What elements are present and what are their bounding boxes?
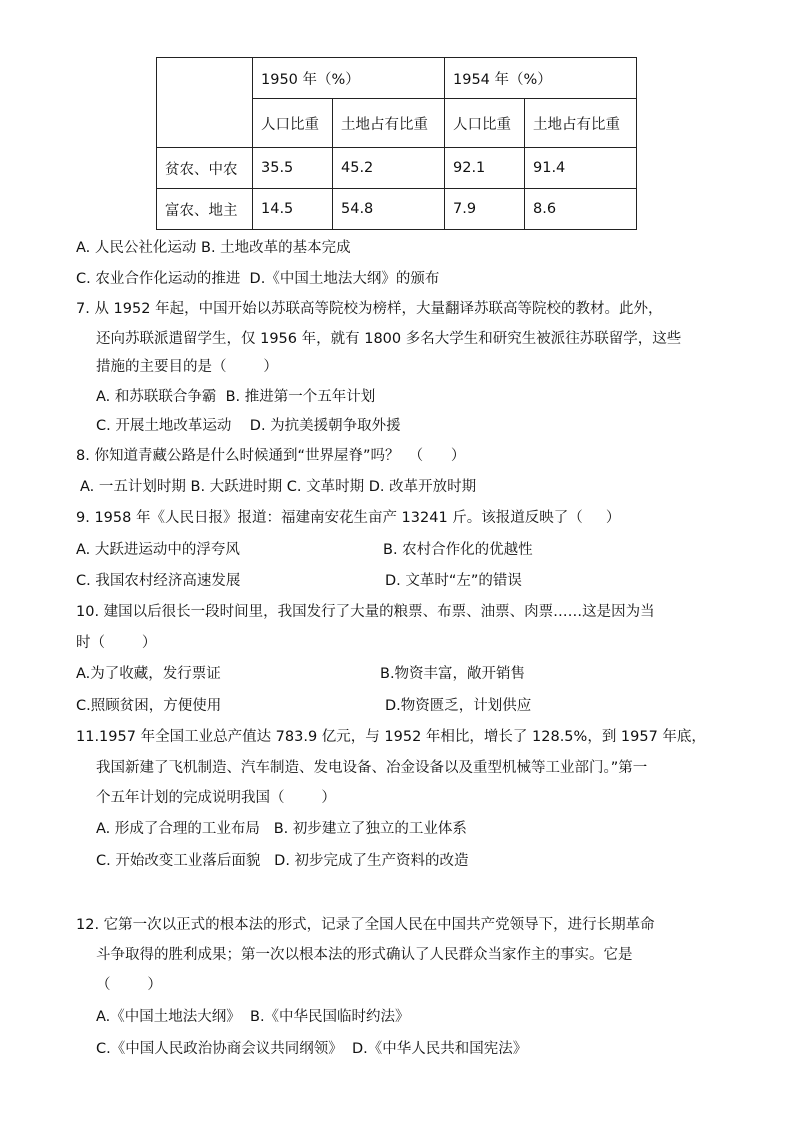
q6-options-line1: A. 人民公社化运动 B. 土地改革的基本完成 xyxy=(76,240,351,256)
q11-stem-line3: 个五年计划的完成说明我国（ ） xyxy=(96,790,336,806)
table-cell: 91.4 xyxy=(525,148,637,189)
q10-option-d: D.物资匮乏，计划供应 xyxy=(385,698,532,714)
q8-stem: 8. 你知道青藏公路是什么时候通到“世界屋脊”吗？ （ ） xyxy=(76,448,466,464)
table-cell: 92.1 xyxy=(445,148,525,189)
q7-stem-line3: 措施的主要目的是（ ） xyxy=(96,359,278,375)
table-cell: 54.8 xyxy=(333,189,445,230)
table-cell: 35.5 xyxy=(253,148,333,189)
table-cell: 8.6 xyxy=(525,189,637,230)
q10-option-a: A.为了收藏，发行票证 xyxy=(76,666,221,682)
q12-stem-line2: 斗争取得的胜利成果；第一次以根本法的形式确认了人民群众当家作主的事实。它是 xyxy=(96,947,633,963)
land-distribution-table xyxy=(156,57,637,230)
header-population-1950: 人口比重 xyxy=(253,99,333,148)
q9-option-c: C. 我国农村经济高速发展 xyxy=(76,573,241,589)
q11-options-line2: C. 开始改变工业落后面貌 D. 初步完成了生产资料的改造 xyxy=(96,853,469,869)
q6-options-line2: C. 农业合作化运动的推进 D.《中国土地法大纲》的颁布 xyxy=(76,271,440,287)
q7-options-line1: A. 和苏联联合争霸 B. 推进第一个五年计划 xyxy=(96,389,376,405)
q10-option-c: C.照顾贫困，方便使用 xyxy=(76,698,222,714)
table-row xyxy=(157,189,637,230)
q12-options-line2: C.《中国人民政治协商会议共同纲领》 D.《中华人民共和国宪法》 xyxy=(96,1041,528,1057)
q12-options-line1: A.《中国土地法大纲》 B.《中华民国临时约法》 xyxy=(96,1009,410,1025)
q10-stem-line1: 10. 建国以后很长一段时间里，我国发行了大量的粮票、布票、油票、肉票……这是因为当 xyxy=(76,604,655,620)
q9-option-a: A. 大跃进运动中的浮夸风 xyxy=(76,542,240,558)
q7-stem-line1: 7. 从 1952 年起，中国开始以苏联高等院校为榜样，大量翻译苏联高等院校的教材。此外， xyxy=(76,301,663,317)
q11-stem-line2: 我国新建了飞机制造、汽车制造、发电设备、冶金设备以及重型机械等工业部门。”第一 xyxy=(96,760,648,776)
q12-stem-line3: （ ） xyxy=(96,977,162,993)
q11-stem-line1: 11.1957 年全国工业总产值达 783.9 亿元，与 1952 年相比，增长了 128.5%，到 1957 年底， xyxy=(76,729,706,745)
q7-stem-line2: 还向苏联派遣留学生，仅 1956 年，就有 1800 多名大学生和研究生被派往苏联留学，这些 xyxy=(96,331,682,347)
table-cell: 45.2 xyxy=(333,148,445,189)
q9-stem: 9. 1958 年《人民日报》报道：福建南安花生亩产 13241 斤。该报道反映了（ ） xyxy=(76,510,621,526)
q8-options: A. 一五计划时期 B. 大跃进时期 C. 文革时期 D. 改革开放时期 xyxy=(80,479,477,495)
table-corner-cell xyxy=(157,58,253,148)
header-1950: 1950 年（%） xyxy=(253,58,445,99)
table-cell: 7.9 xyxy=(445,189,525,230)
q10-stem-line2: 时（ ） xyxy=(76,635,157,651)
q9-option-b: B. 农村合作化的优越性 xyxy=(383,542,533,558)
header-land-1954: 土地占有比重 xyxy=(525,99,637,148)
q9-option-d: D. 文革时“左”的错误 xyxy=(385,573,522,589)
q12-stem-line1: 12. 它第一次以正式的根本法的形式，记录了全国人民在中国共产党领导下，进行长期革命 xyxy=(76,917,655,933)
header-land-1950: 土地占有比重 xyxy=(333,99,445,148)
q7-options-line2: C. 开展土地改革运动 D. 为抗美援朝争取外援 xyxy=(96,418,401,434)
table-row xyxy=(157,148,637,189)
header-1954: 1954 年（%） xyxy=(445,58,637,99)
row-label: 贫农、中农 xyxy=(157,148,253,189)
row-label: 富农、地主 xyxy=(157,189,253,230)
q10-option-b: B.物资丰富，敞开销售 xyxy=(380,666,526,682)
header-population-1954: 人口比重 xyxy=(445,99,525,148)
q11-options-line1: A. 形成了合理的工业布局 B. 初步建立了独立的工业体系 xyxy=(96,821,467,837)
table-cell: 14.5 xyxy=(253,189,333,230)
